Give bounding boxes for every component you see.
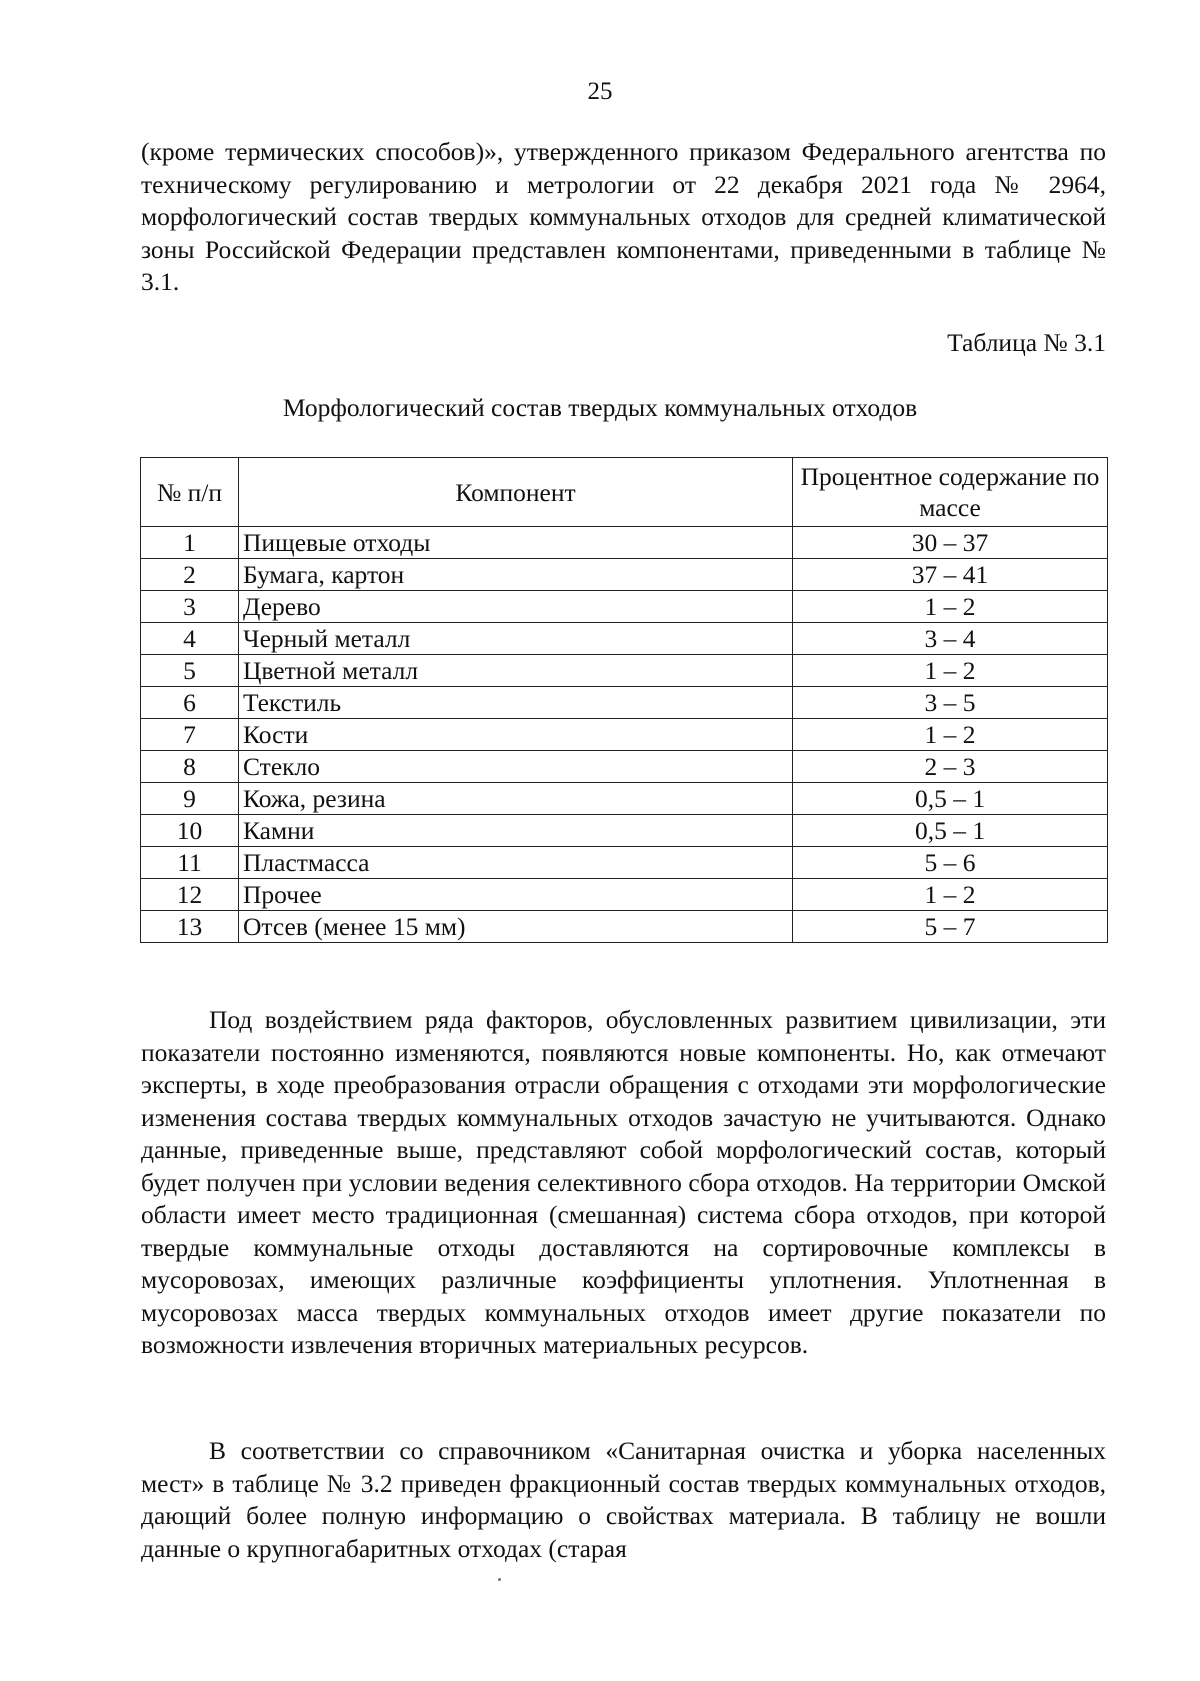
row-component: Бумага, картон bbox=[239, 559, 793, 591]
table-row bbox=[141, 687, 1108, 719]
row-percent: 0,5 – 1 bbox=[793, 815, 1108, 847]
row-component: Камни bbox=[239, 815, 793, 847]
table-body bbox=[141, 527, 1108, 943]
body-paragraph-1: Под воздействием ряда факторов, обусловленных развитием цивилизации, эти показатели постоянно изменяются, появляются новые компоненты. Но, как отмечают эксперты, в ходе преобразования отрасли обращения с отходами эти морфологические изменения состава твердых коммунальных отходов зачастую не учитываются. Однако данные, приведенные выше, представляют собой морфологический состав, который будет получен при условии ведения селективного сбора отходов. На территории Омской области имеет место традиционная (смешанная) система сбора отходов, при которой твердые коммунальные отходы доставляются на сортировочные комплексы в мусоровозах, имеющих различные коэффициенты уплотнения. Уплотненная в мусоровозах масса твердых коммунальных отходов имеет другие показатели по возможности извлечения вторичных материальных ресурсов. bbox=[141, 1005, 1106, 1359]
row-component: Отсев (менее 15 мм) bbox=[239, 911, 793, 943]
row-num: 11 bbox=[141, 847, 239, 879]
table-row bbox=[141, 815, 1108, 847]
row-percent: 2 – 3 bbox=[793, 751, 1108, 783]
row-num: 2 bbox=[141, 559, 239, 591]
table-row bbox=[141, 879, 1108, 911]
header-component: Компонент bbox=[239, 458, 793, 527]
table-row bbox=[141, 591, 1108, 623]
row-percent: 30 – 37 bbox=[793, 527, 1108, 559]
row-percent: 1 – 2 bbox=[793, 879, 1108, 911]
table-row bbox=[141, 847, 1108, 879]
header-num: № п/п bbox=[141, 458, 239, 527]
row-num: 9 bbox=[141, 783, 239, 815]
header-percent: Процентное содержание по массе bbox=[793, 458, 1108, 527]
row-percent: 1 – 2 bbox=[793, 655, 1108, 687]
table-number: Таблица № 3.1 bbox=[947, 328, 1106, 357]
body-paragraph-2: В соответствии со справочником «Санитарная очистка и уборка населенных мест» в таблице № 3.2 приведен фракционный состав твердых коммунальных отходов, дающий более полную информацию о свойствах материала. В таблицу не вошли данные о крупногабаритных отходах (старая bbox=[141, 1436, 1106, 1563]
table-row bbox=[141, 719, 1108, 751]
row-num: 12 bbox=[141, 879, 239, 911]
row-percent: 0,5 – 1 bbox=[793, 783, 1108, 815]
table-row bbox=[141, 655, 1108, 687]
scan-speck bbox=[498, 1578, 501, 1581]
morphology-table bbox=[140, 457, 1108, 943]
intro-paragraph: (кроме термических способов)», утвержденного приказом Федерального агентства по техническому регулированию и метрологии от 22 декабря 2021 года № 2964, морфологический состав твердых коммунальных отходов для средней климатической зоны Российской Федерации представлен компонентами, приведенными в таблице № 3.1. bbox=[141, 137, 1106, 296]
row-num: 6 bbox=[141, 687, 239, 719]
row-num: 5 bbox=[141, 655, 239, 687]
row-num: 3 bbox=[141, 591, 239, 623]
table-row bbox=[141, 623, 1108, 655]
row-percent: 3 – 5 bbox=[793, 687, 1108, 719]
table-row bbox=[141, 751, 1108, 783]
row-num: 8 bbox=[141, 751, 239, 783]
row-component: Дерево bbox=[239, 591, 793, 623]
row-percent: 37 – 41 bbox=[793, 559, 1108, 591]
row-percent: 5 – 6 bbox=[793, 847, 1108, 879]
table-header-row bbox=[141, 458, 1108, 527]
table-row bbox=[141, 911, 1108, 943]
row-component: Кости bbox=[239, 719, 793, 751]
row-component: Текстиль bbox=[239, 687, 793, 719]
row-component: Прочее bbox=[239, 879, 793, 911]
row-component: Цветной металл bbox=[239, 655, 793, 687]
row-percent: 1 – 2 bbox=[793, 591, 1108, 623]
row-component: Черный металл bbox=[239, 623, 793, 655]
table-row bbox=[141, 527, 1108, 559]
row-percent: 3 – 4 bbox=[793, 623, 1108, 655]
row-num: 10 bbox=[141, 815, 239, 847]
row-percent: 5 – 7 bbox=[793, 911, 1108, 943]
row-percent: 1 – 2 bbox=[793, 719, 1108, 751]
row-component: Стекло bbox=[239, 751, 793, 783]
table-caption: Морфологический состав твердых коммунальных отходов bbox=[282, 393, 918, 422]
row-component: Кожа, резина bbox=[239, 783, 793, 815]
table-row bbox=[141, 559, 1108, 591]
row-component: Пищевые отходы bbox=[239, 527, 793, 559]
row-component: Пластмасса bbox=[239, 847, 793, 879]
row-num: 1 bbox=[141, 527, 239, 559]
row-num: 4 bbox=[141, 623, 239, 655]
table-row bbox=[141, 783, 1108, 815]
row-num: 7 bbox=[141, 719, 239, 751]
row-num: 13 bbox=[141, 911, 239, 943]
page-number: 25 bbox=[587, 78, 613, 105]
